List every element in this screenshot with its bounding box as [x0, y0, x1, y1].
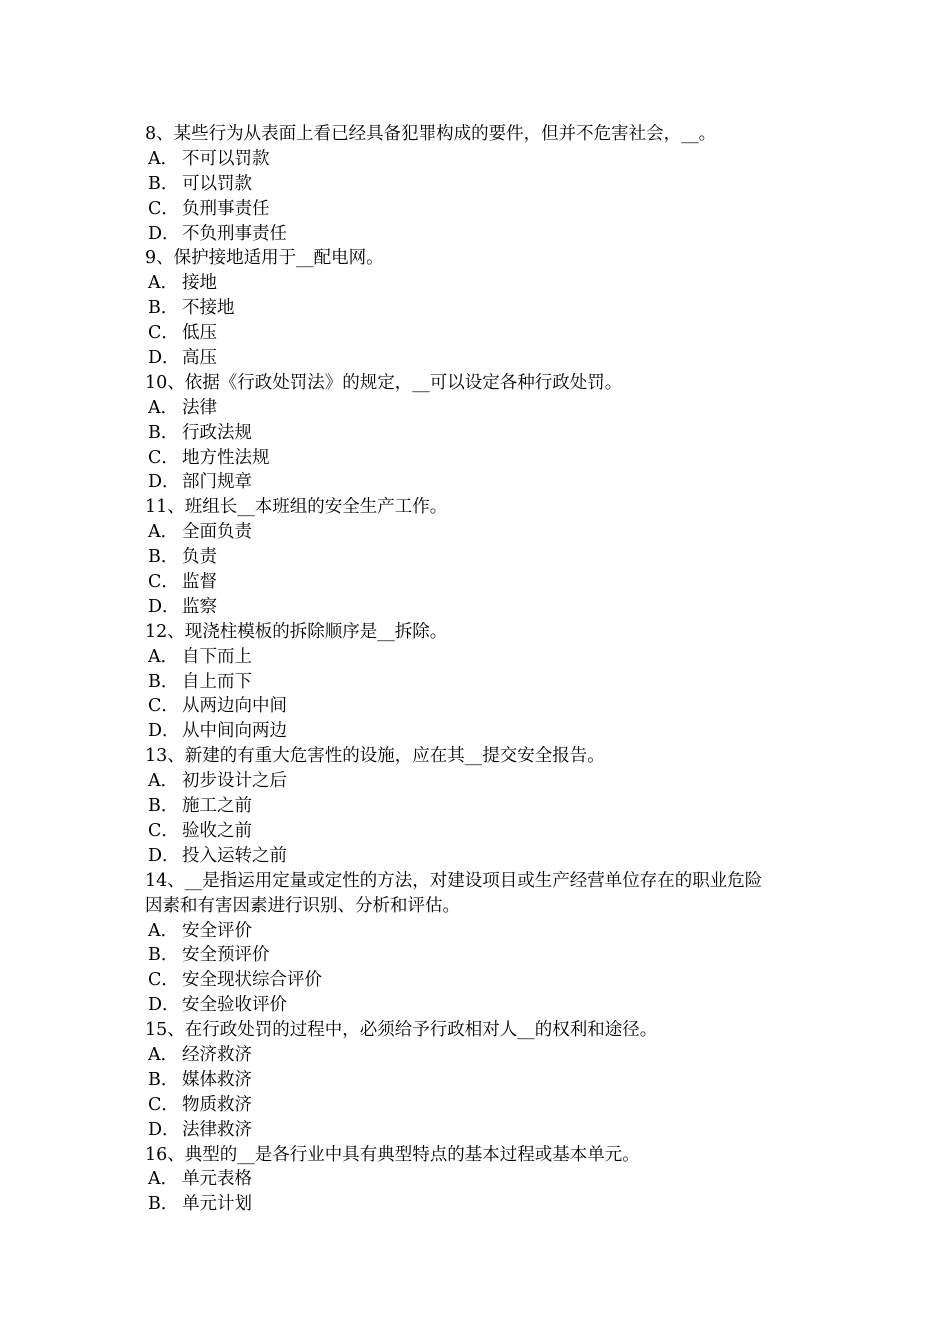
option-letter: C．	[148, 820, 179, 841]
question-16: 16、典型的__是各行业中具有典型特点的基本过程或基本单元。	[145, 1144, 640, 1165]
question-13: 13、新建的有重大危害性的设施，应在其__提交安全报告。	[145, 746, 605, 767]
option-text: 初步设计之后	[182, 771, 287, 792]
option-8a	[145, 147, 825, 172]
option-text: 部门规章	[182, 472, 252, 493]
option-letter: A．	[148, 646, 179, 667]
option-15b	[145, 1068, 825, 1093]
option-9c	[145, 321, 825, 346]
option-text: 安全现状综合评价	[182, 970, 322, 991]
option-11c	[145, 570, 825, 595]
option-letter: D．	[148, 596, 180, 617]
option-10a	[145, 396, 825, 421]
option-12c	[145, 694, 825, 719]
option-text: 低压	[182, 323, 217, 344]
option-8b	[145, 172, 825, 197]
option-letter: D．	[148, 721, 180, 742]
option-letter: D．	[148, 1119, 180, 1140]
option-13b	[145, 794, 825, 819]
option-16a	[145, 1167, 825, 1192]
question-10: 10、依据《行政处罚法》的规定，__可以设定各种行政处罚。	[145, 372, 623, 393]
option-letter: D．	[148, 472, 180, 493]
option-text: 投入运转之前	[182, 845, 287, 866]
option-text: 负刑事责任	[182, 198, 270, 219]
option-letter: C．	[148, 323, 179, 344]
option-text: 经济救济	[182, 1044, 252, 1065]
option-11d	[145, 595, 825, 620]
option-9d	[145, 346, 825, 371]
option-letter: D．	[148, 348, 180, 369]
option-14b	[145, 943, 825, 968]
option-15d	[145, 1118, 825, 1143]
option-text: 安全验收评价	[182, 995, 287, 1016]
option-letter: A．	[148, 771, 179, 792]
option-letter: C．	[148, 198, 179, 219]
option-text: 全面负责	[182, 522, 252, 543]
document-page	[145, 122, 825, 1217]
option-text: 自上而下	[182, 671, 252, 692]
option-14d	[145, 993, 825, 1018]
option-letter: A．	[148, 1169, 179, 1190]
option-letter: C．	[148, 1094, 179, 1115]
option-text: 单元表格	[182, 1169, 252, 1190]
option-letter: A．	[148, 1044, 179, 1065]
option-letter: B．	[148, 422, 179, 443]
option-text: 行政法规	[182, 422, 252, 443]
question-14-continuation: 因素和有害因素进行识别、分析和评估。	[145, 895, 460, 916]
option-text: 安全预评价	[182, 945, 270, 966]
option-letter: A．	[148, 148, 179, 169]
option-15c	[145, 1093, 825, 1118]
option-text: 法律	[182, 397, 217, 418]
question-9: 9、保护接地适用于__配电网。	[145, 248, 384, 269]
option-13c	[145, 819, 825, 844]
option-16b	[145, 1192, 825, 1217]
option-letter: D．	[148, 223, 180, 244]
option-letter: C．	[148, 572, 179, 593]
option-8c	[145, 197, 825, 222]
option-text: 监督	[182, 572, 217, 593]
option-10c	[145, 446, 825, 471]
option-15a	[145, 1043, 825, 1068]
option-letter: A．	[148, 273, 179, 294]
question-12: 12、现浇柱模板的拆除顺序是__拆除。	[145, 621, 448, 642]
option-10d	[145, 470, 825, 495]
option-text: 负责	[182, 547, 217, 568]
question-8: 8、某些行为从表面上看已经具备犯罪构成的要件，但并不危害社会，__。	[145, 124, 717, 144]
question-15: 15、在行政处罚的过程中，必须给予行政相对人__的权利和途径。	[145, 1020, 658, 1041]
option-letter: C．	[148, 696, 179, 717]
option-9a	[145, 271, 825, 296]
option-12a	[145, 645, 825, 670]
option-13a	[145, 769, 825, 794]
option-text: 不负刑事责任	[182, 223, 287, 244]
option-letter: B．	[148, 1194, 179, 1215]
option-text: 单元计划	[182, 1194, 252, 1215]
option-letter: A．	[148, 522, 179, 543]
option-8d	[145, 222, 825, 247]
option-text: 可以罚款	[182, 173, 252, 194]
option-letter: B．	[148, 671, 179, 692]
question-14: 14、__是指运用定量或定性的方法，对建设项目或生产经营单位存在的职业危险	[145, 870, 763, 891]
option-text: 高压	[182, 348, 217, 369]
option-letter: D．	[148, 845, 180, 866]
option-text: 从两边向中间	[182, 696, 287, 717]
option-text: 验收之前	[182, 820, 252, 841]
option-text: 物质救济	[182, 1094, 252, 1115]
option-letter: A．	[148, 920, 179, 941]
option-letter: B．	[148, 945, 179, 966]
option-letter: C．	[148, 447, 179, 468]
option-text: 自下而上	[182, 646, 252, 667]
option-11b	[145, 545, 825, 570]
option-letter: B．	[148, 547, 179, 568]
option-11a	[145, 520, 825, 545]
option-text: 从中间向两边	[182, 721, 287, 742]
option-text: 监察	[182, 596, 217, 617]
option-text: 法律救济	[182, 1119, 252, 1140]
option-12d	[145, 719, 825, 744]
option-text: 接地	[182, 273, 217, 294]
question-11: 11、班组长__本班组的安全生产工作。	[145, 497, 448, 518]
option-14c	[145, 968, 825, 993]
option-text: 地方性法规	[182, 447, 270, 468]
option-13d	[145, 844, 825, 869]
option-text: 不可以罚款	[182, 148, 270, 169]
option-10b	[145, 421, 825, 446]
option-text: 安全评价	[182, 920, 252, 941]
option-text: 媒体救济	[182, 1069, 252, 1090]
option-text: 不接地	[182, 298, 235, 319]
option-letter: B．	[148, 1069, 179, 1090]
option-text: 施工之前	[182, 796, 252, 817]
option-9b	[145, 296, 825, 321]
option-14a	[145, 919, 825, 944]
option-letter: C．	[148, 970, 179, 991]
option-letter: B．	[148, 173, 179, 194]
option-letter: B．	[148, 298, 179, 319]
option-letter: B．	[148, 796, 179, 817]
option-12b	[145, 670, 825, 695]
option-letter: A．	[148, 397, 179, 418]
option-letter: D．	[148, 995, 180, 1016]
